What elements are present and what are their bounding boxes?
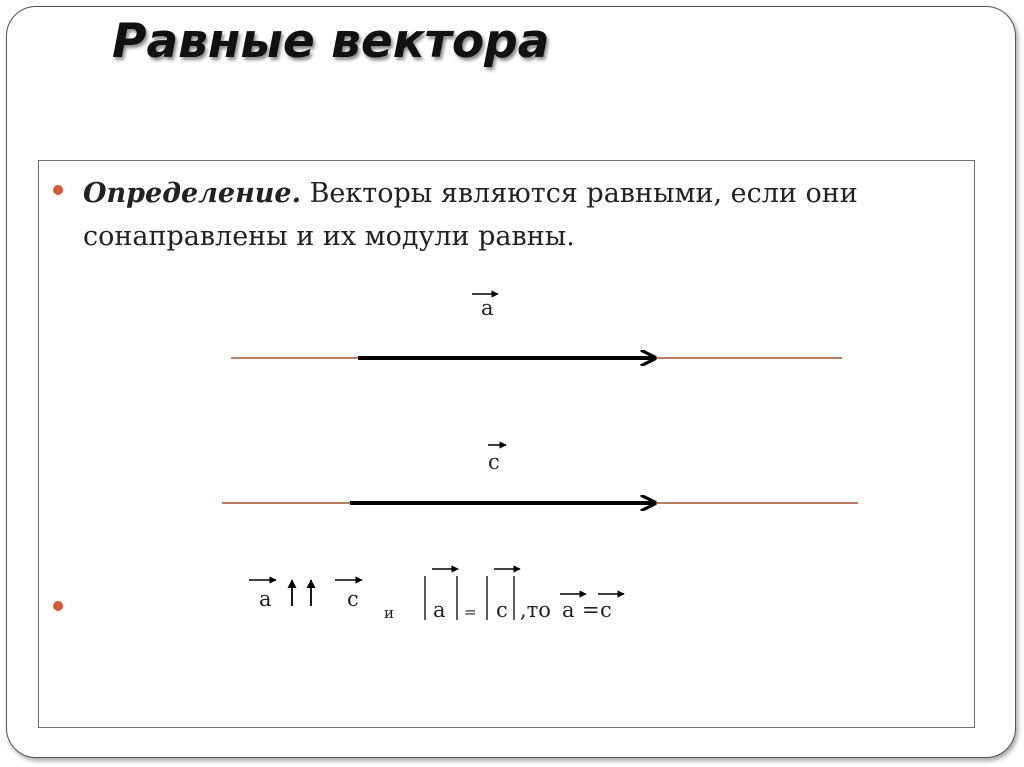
formula-a1: a [259, 587, 272, 611]
formula-eq1: = [464, 603, 477, 621]
formula-c3: c [600, 598, 612, 622]
formula-c2: c [496, 598, 508, 622]
formula-then-word: ,то [520, 598, 551, 622]
definition-term: Определение. [83, 178, 301, 209]
formula-a2: a [433, 598, 446, 622]
definition-body: Векторы являются равными, если они сонаправлены и их модули равны. [83, 178, 858, 252]
vector-c-label: c [488, 450, 500, 474]
definition-paragraph [83, 172, 943, 258]
formula-and-word: и [384, 604, 394, 622]
bullet-definition [53, 185, 63, 195]
formula-a3: a [562, 598, 575, 622]
formula-c1: c [347, 587, 359, 611]
vector-a-label: a [481, 296, 494, 320]
bullet-formula [53, 601, 63, 611]
slide-title: Равные вектора [112, 14, 550, 69]
formula-eq2: = [582, 598, 600, 622]
